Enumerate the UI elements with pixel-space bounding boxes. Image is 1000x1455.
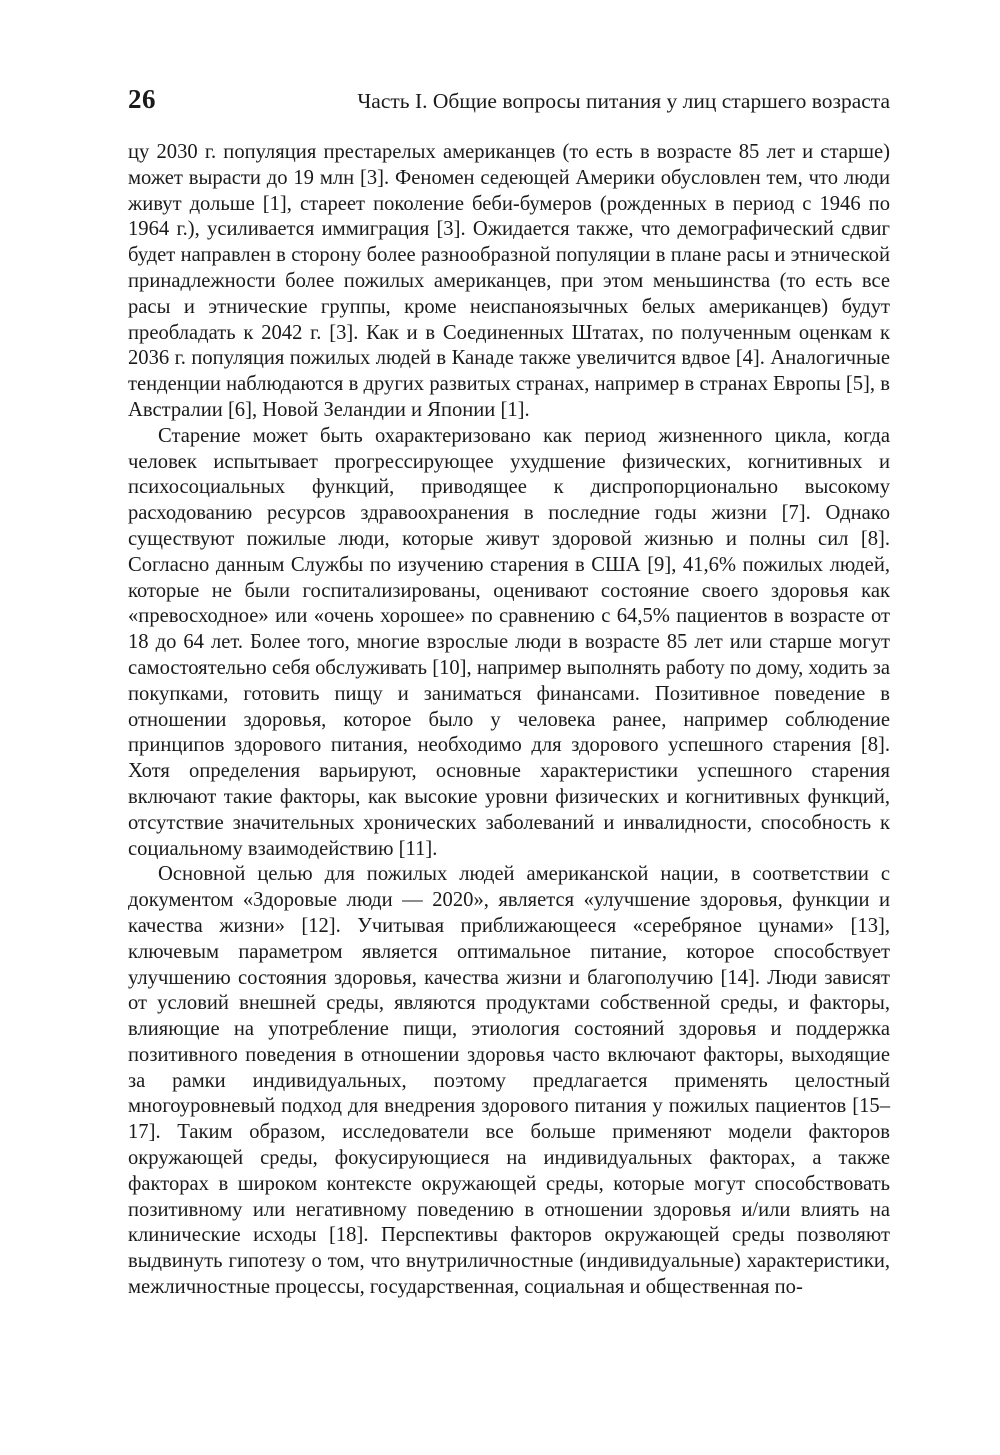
book-page xyxy=(128,84,890,1301)
paragraph-healthy-people-2020: Основной целью для пожилых людей американской нации, в соответствии с документом «Здоровые люди — 2020», является «улучшение здоровья, функции и качества жизни» [12]. Учитывая приближающееся «серебряное цунами» [13], ключевым параметром является оптимальное питание, которое способствует улучшению состояния здоровья, качества жизни и благополучию [14]. Люди зависят от условий внешней среды, являются продуктами собственной среды, и факторы, влияющие на употребление пищи, этиология состояний здоровья и поддержка позитивного поведения в отношении здоровья часто включают факторы, выходящие за рамки индивидуальных, поэтому предлагается применять целостный многоуровневый подход для внедрения здорового питания у пожилых пациентов [15–17]. Таким образом, исследователи все больше применяют модели факторов окружающей среды, фокусирующиеся на индивидуальных факторах, а также факторах в широком контексте окружающей среды, которые могут способствовать позитивному или негативному поведению в отношении здоровья и/или влиять на клинические исходы [18]. Перспективы факторов окружающей среды позволяют выдвинуть гипотезу о том, что внутриличностные (индивидуальные) характеристики, межличностные процессы, государственная, социальная и общественная по- xyxy=(128,863,890,1299)
running-header xyxy=(128,84,890,124)
paragraph-aging-definition: Старение может быть охарактеризовано как период жизненного цикла, когда человек испытывает прогрессирующее ухудшение физических, когнитивных и психосоциальных функций, приводящее к диспропорционально высокому расходованию ресурсов здравоохранения в последние годы жизни [7]. Однако существуют пожилые люди, которые живут здоровой жизнью и полны сил [8]. Согласно данным Службы по изучению старения в США [9], 41,6% пожилых людей, которые не были госпитализированы, оценивают состояние своего здоровья как «превосходное» или «очень хорошее» по сравнению с 64,5% пациентов в возрасте от 18 до 64 лет. Более того, многие взрослые люди в возрасте 85 лет или старше могут самостоятельно себя обслуживать [10], например выполнять работу по дому, ходить за покупками, готовить пищу и заниматься финансами. Позитивное поведение в отношении здоровья, которое было у человека ранее, например соблюдение принципов здорового питания, необходимо для здорового успешного старения [8]. Хотя определения варьируют, основные характеристики успешного старения включают такие факторы, как высокие уровни физических и когнитивных функций, отсутствие значительных хронических заболеваний и инвалидности, способность к социальному взаимодействию [11]. xyxy=(128,424,890,860)
running-title: Часть I. Общие вопросы питания у лиц старшего возраста xyxy=(357,89,890,113)
paragraph-continuation: цу 2030 г. популяция престарелых американцев (то есть в возрасте 85 лет и старше) может вырасти до 19 млн [3]. Феномен седеющей Америки обусловлен тем, что люди живут дольше [1], стареет поколение беби-бумеров (рожденных в период с 1946 по 1964 г.), усиливается иммиграция [3]. Ожидается также, что демографический сдвиг будет направлен в сторону более разнообразной популяции в плане расы и этнической принадлежности более пожилых американцев, при этом меньшинства (то есть все расы и этнические группы, кроме неиспаноязычных белых американцев) будут преобладать к 2042 г. [3]. Как и в Соединенных Штатах, по полученным оценкам к 2036 г. популяция пожилых людей в Канаде также увеличится вдвое [4]. Аналогичные тенденции наблюдаются в других развитых странах, например в странах Европы [5], в Австралии [6], Новой Зеландии и Японии [1]. xyxy=(128,141,890,421)
body-text xyxy=(128,140,890,1301)
page-number: 26 xyxy=(128,84,156,114)
